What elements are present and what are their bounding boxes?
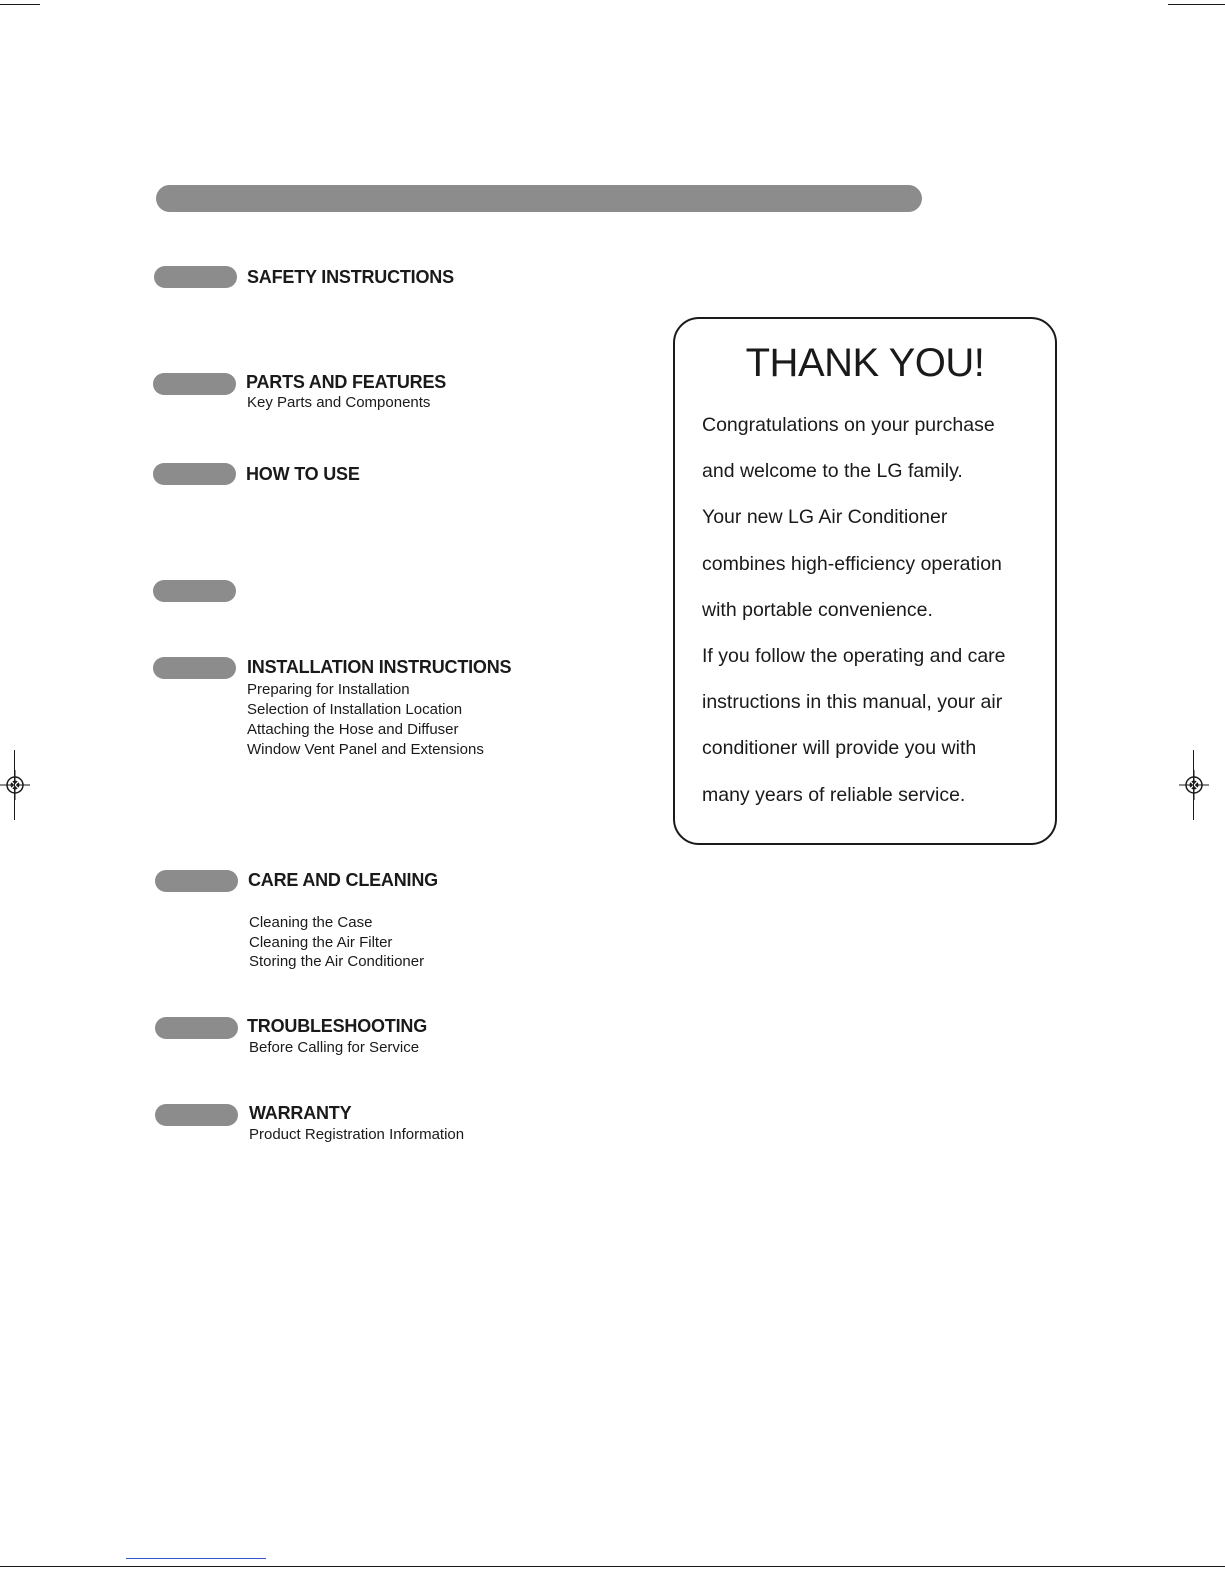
crop-mark-top-right bbox=[1168, 4, 1225, 5]
section-items-parts bbox=[247, 393, 430, 413]
message-line: combines high-efficiency operation bbox=[702, 552, 1002, 575]
section-pill bbox=[155, 1104, 238, 1126]
thank-you-message bbox=[702, 402, 1006, 818]
registration-mark-icon bbox=[1179, 770, 1209, 800]
message-line: Congratulations on your purchase bbox=[702, 414, 995, 436]
section-pill bbox=[154, 266, 237, 288]
message-line: and welcome to the LG family. bbox=[702, 460, 963, 483]
section-title-how-to-use: HOW TO USE bbox=[246, 464, 360, 484]
toc-item: Cleaning the Case bbox=[249, 914, 373, 931]
toc-item: Preparing for Installation bbox=[247, 681, 410, 698]
toc-item: Attaching the Hose and Diffuser bbox=[247, 721, 459, 738]
registration-mark-icon bbox=[0, 770, 30, 800]
section-items-care bbox=[249, 913, 424, 972]
toc-item: Cleaning the Air Filter bbox=[249, 933, 393, 951]
registration-line bbox=[14, 750, 15, 820]
message-line: many years of reliable service. bbox=[702, 783, 966, 806]
bottom-rule bbox=[0, 1566, 1225, 1567]
section-pill bbox=[155, 870, 238, 892]
registration-line bbox=[1193, 750, 1194, 820]
section-pill bbox=[153, 373, 236, 395]
section-title-warranty: WARRANTY bbox=[249, 1103, 352, 1123]
section-items-warranty bbox=[249, 1125, 464, 1145]
section-title-troubleshooting: TROUBLESHOOTING bbox=[247, 1016, 427, 1036]
message-line: If you follow the operating and care bbox=[702, 645, 1006, 668]
bottom-link-line bbox=[126, 1558, 266, 1559]
section-items-installation bbox=[247, 680, 484, 760]
section-title-parts: PARTS AND FEATURES bbox=[246, 372, 447, 392]
message-line: instructions in this manual, your air bbox=[702, 691, 1003, 714]
toc-item: Storing the Air Conditioner bbox=[249, 953, 425, 970]
section-title-care: CARE AND CLEANING bbox=[248, 870, 438, 890]
message-line: with portable convenience. bbox=[702, 598, 933, 621]
section-title-installation: INSTALLATION INSTRUCTIONS bbox=[247, 657, 512, 677]
section-items-troubleshooting bbox=[249, 1038, 419, 1058]
crop-mark-top-left bbox=[0, 4, 40, 5]
message-line: conditioner will provide you with bbox=[702, 737, 977, 760]
thank-you-title: THANK YOU! bbox=[745, 341, 985, 385]
section-title-safety: SAFETY INSTRUCTIONS bbox=[247, 267, 454, 287]
header-bar bbox=[156, 185, 922, 212]
toc-item: Window Vent Panel and Extensions bbox=[247, 741, 484, 758]
message-line: Your new LG Air Conditioner bbox=[702, 506, 948, 529]
toc-item: Key Parts and Components bbox=[247, 394, 431, 411]
section-pill bbox=[155, 1017, 238, 1039]
section-pill bbox=[153, 657, 236, 679]
section-pill bbox=[153, 463, 236, 485]
section-pill bbox=[153, 580, 236, 602]
thank-you-box bbox=[673, 317, 1057, 845]
toc-item: Product Registration Information bbox=[249, 1126, 465, 1143]
toc-item: Selection of Installation Location bbox=[247, 701, 463, 718]
toc-item: Before Calling for Service bbox=[249, 1039, 420, 1056]
